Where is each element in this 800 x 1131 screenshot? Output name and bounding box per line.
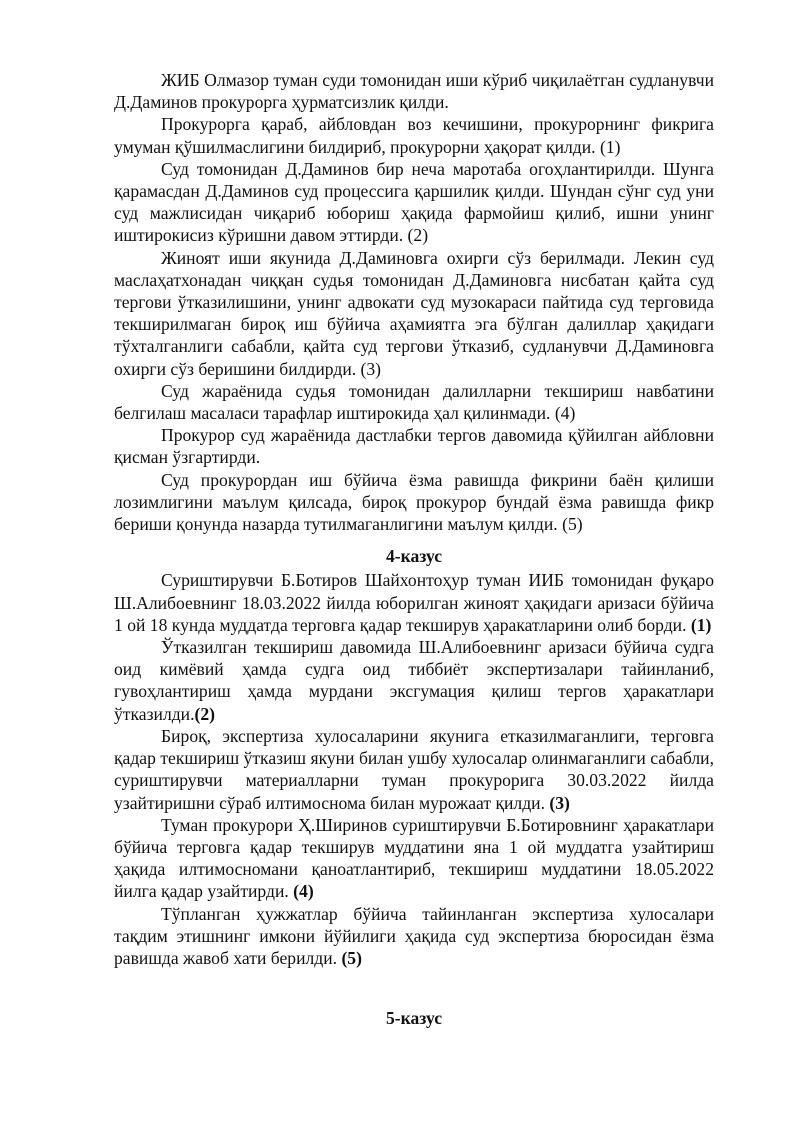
case3-paragraph-2: Прокурорга қараб, айбловдан воз кечишини, прокурорнинг фикрига умуман қўшилмаслигини билдириб, прокурорни ҳақорат қилди. (1) [114,114,714,157]
case3-paragraph-7: Суд прокурордан иш бўйича ёзма равишда фикрини баён қилиши лозимлигини маълум қилсада, бироқ прокурор бундай ёзма равишда фикр бериши қонунда назарда тутилмаганлигини маълум қилди. (5) [114,469,714,535]
case4-paragraph-4-text: Туман прокурори Ҳ.Ширинов суриштирувчи Б.Ботировнинг ҳаракатлари бўйича терговга қадар текширув муддатини яна 1 ой муддатга узайтириш ҳақида илтимосномани қаноатлантириб, текшириш муддатини 18.05.2022 йилга қадар узайтирди. [114,814,714,902]
case4-paragraph-5-text: Тўпланган ҳужжатлар бўйича тайинланган экспертиза хулосалари тақдим этишнинг имкони йўйилиги ҳақида суд экспертиза бюросидан ёзма равишда жавоб хати берилди. [114,903,714,968]
case4-paragraph-1-mark: (1) [690,614,712,635]
case3-paragraph-4: Жиноят иши якунида Д.Даминовга охирги сўз берилмади. Лекин суд маслаҳатхонадан чиққан судья томонидан Д.Даминовга нисбатан қайта суд тергови ўтказилишини, унинг адвокати суд музокараси пайтида суд терговида текширилмаган бироқ иш бўйича аҳамиятга эга бўлган далиллар ҳақидаги тўхталганлиги сабабли, қайта суд тергови ўтказиб, судланувчи Д.Даминовга охирги сўз беришини билдирди. (3) [114,247,714,379]
case3-paragraph-5: Суд жараёнида судья томонидан далилларни текшириш навбатини белгилаш масаласи тарафлар иштирокида ҳал қилинмади. (4) [114,380,714,424]
case3-paragraph-1: ЖИБ Олмазор туман суди томонидан иши кўриб чиқилаётган судланувчи Д.Даминов прокурорга ҳурматсизлик қилди. [114,70,714,113]
case4-paragraph-1 [114,569,714,636]
case4-title: 4-казус [385,546,443,567]
case5-title: 5-казус [385,1008,443,1029]
case4-paragraph-3-mark: (3) [549,792,570,813]
case4-paragraph-2 [114,636,714,725]
case4-paragraph-3 [114,725,714,814]
case4-paragraph-5 [114,903,714,970]
document-page [114,69,714,1031]
case4-paragraph-3-text: Бироқ, экспертиза хулосаларини якунига етказилмаганлиги, терговга қадар текшириш ўтказиш якуни билан ушбу хулосалар олинмаганлиги сабабли, суриштирувчи материалларни туман прокурорига 30.03.2022 йилда узайтиришни сўраб илтимоснома билан мурожаат қилди. [114,725,714,813]
case4-paragraph-2-mark: (2) [194,703,216,724]
case4-paragraph-4 [114,814,714,903]
case4-paragraph-4-mark: (4) [293,881,314,902]
case4-paragraph-5-mark: (5) [341,947,362,968]
case4-paragraph-1-text: Суриштирувчи Б.Ботиров Шайхонтоҳур туман ИИБ томонидан фуқаро Ш.Алибоевнинг 18.03.2022 йилда юборилган жиноят ҳақидаги аризаси бўйича 1 ой 18 кунда муддатда терговга қадар текширув ҳаракатларини олиб борди. [114,570,714,635]
case4-paragraph-2-text: Ўтказилган текшириш давомида Ш.Алибоевнинг аризаси бўйича судга оид кимёвий ҳамда судга оид тиббиёт экспертизалари тайинланиб, гувоҳлантириш ҳамда мурдани эксгумация қилиш тергов ҳаракатлари ўтказилди. [114,637,714,724]
case3-paragraph-6: Прокурор суд жараёнида дастлабки тергов давомида қўйилган айбловни қисман ўзгартирди. [114,425,714,468]
case3-paragraph-3: Суд томонидан Д.Даминов бир неча маротаба огоҳлантирилди. Шунга қарамасдан Д.Даминов суд процессига қаршилик қилди. Шундан сўнг суд уни суд мажлисидан чиқариб юбориш ҳақида фармойиш қилиб, ишни унинг иштирокисиз кўришни давом эттирди. (2) [114,158,714,246]
